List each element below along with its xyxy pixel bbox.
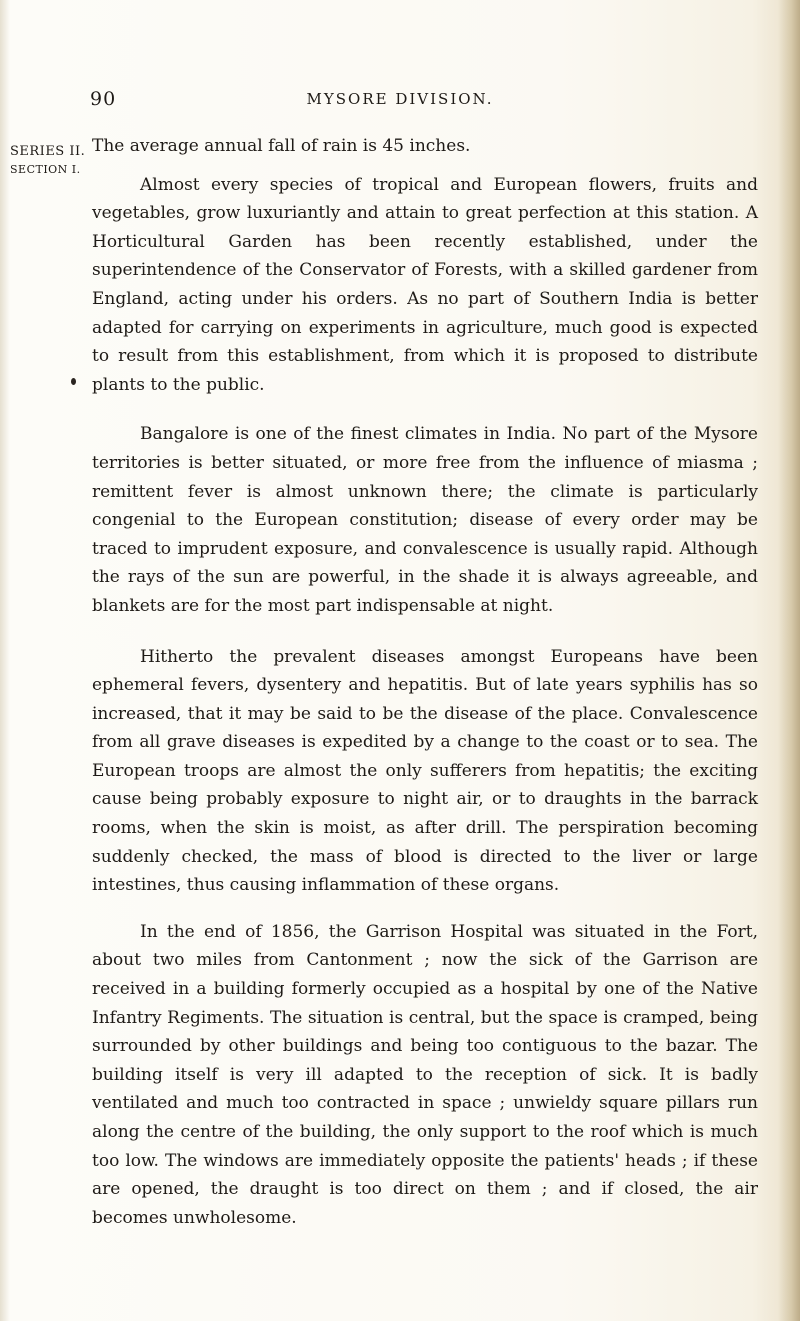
paragraph-diseases: Hitherto the prevalent diseases amongst Europeans have been ephemeral fevers, dysentery and hepatitis. But of late years syphilis has so increased, that it may be said to be the disease of the place. Convalescence from all grave diseases is expedited by a change to the coast or to sea. The European troops are almost the only sufferers from hepatitis; the exciting cause being probably exposure to night air, or to draughts in the barrack rooms, when the skin is moist, as after drill. The perspiration becoming suddenly checked, the mass of blood is directed to the liver or large intestines, thus causing inflammation of these organs. — [92, 646, 758, 896]
body-text — [92, 132, 758, 1232]
ink-blot-mark — [71, 378, 76, 385]
margin-series-label: SERIES II. — [10, 144, 86, 159]
page-edge-discoloration — [778, 0, 800, 1321]
paragraph-horticulture: Almost every species of tropical and European flowers, fruits and vegetables, grow luxuriantly and attain to great perfection at this station. A Horticultural Garden has been recently established, under the superintendence of the Conservator of Forests, with a skilled gardener from England, acting under his orders. As no part of Southern India is better adapted for carrying on experiments in agriculture, much good is expected to result from this establishment, from which it is proposed to distribute plants to the public. — [92, 174, 758, 395]
paragraph-rainfall: The average annual fall of rain is 45 inches. — [92, 136, 471, 156]
running-title: MYSORE DIVISION. — [306, 90, 494, 108]
paragraph-garrison-hospital: In the end of 1856, the Garrison Hospital was situated in the Fort, about two miles from Cantonment ; now the sick of the Garrison are received in a building formerly occupied as a hospital by one of the Native Infantry Regiments. The situation is central, but the space is cramped, being surrounded by other buildings and being too contiguous to the bazar. The building itself is very ill adapted to the reception of sick. It is badly ventilated and much too contracted in space ; unwieldy square pillars run along the centre of the building, the only support to the roof which is much too low. The windows are immediately opposite the patients' heads ; if these are opened, the draught is too direct on them ; and if closed, the air becomes unwholesome. — [92, 921, 758, 1228]
paragraph-climate: Bangalore is one of the finest climates in India. No part of the Mysore territories is better situated, or more free from the influence of miasma ; remittent fever is almost unknown there; the climate is particularly congenial to the European constitution; disease of every order may be traced to imprudent exposure, and convalescence is usually rapid. Although the rays of the sun are powerful, in the shade it is always agreeable, and blankets are for the most part indispensable at night. — [92, 424, 758, 616]
page-number: 90 — [90, 88, 117, 110]
page-gutter-shadow — [0, 0, 10, 1321]
margin-section-label: SECTION I. — [10, 163, 81, 176]
